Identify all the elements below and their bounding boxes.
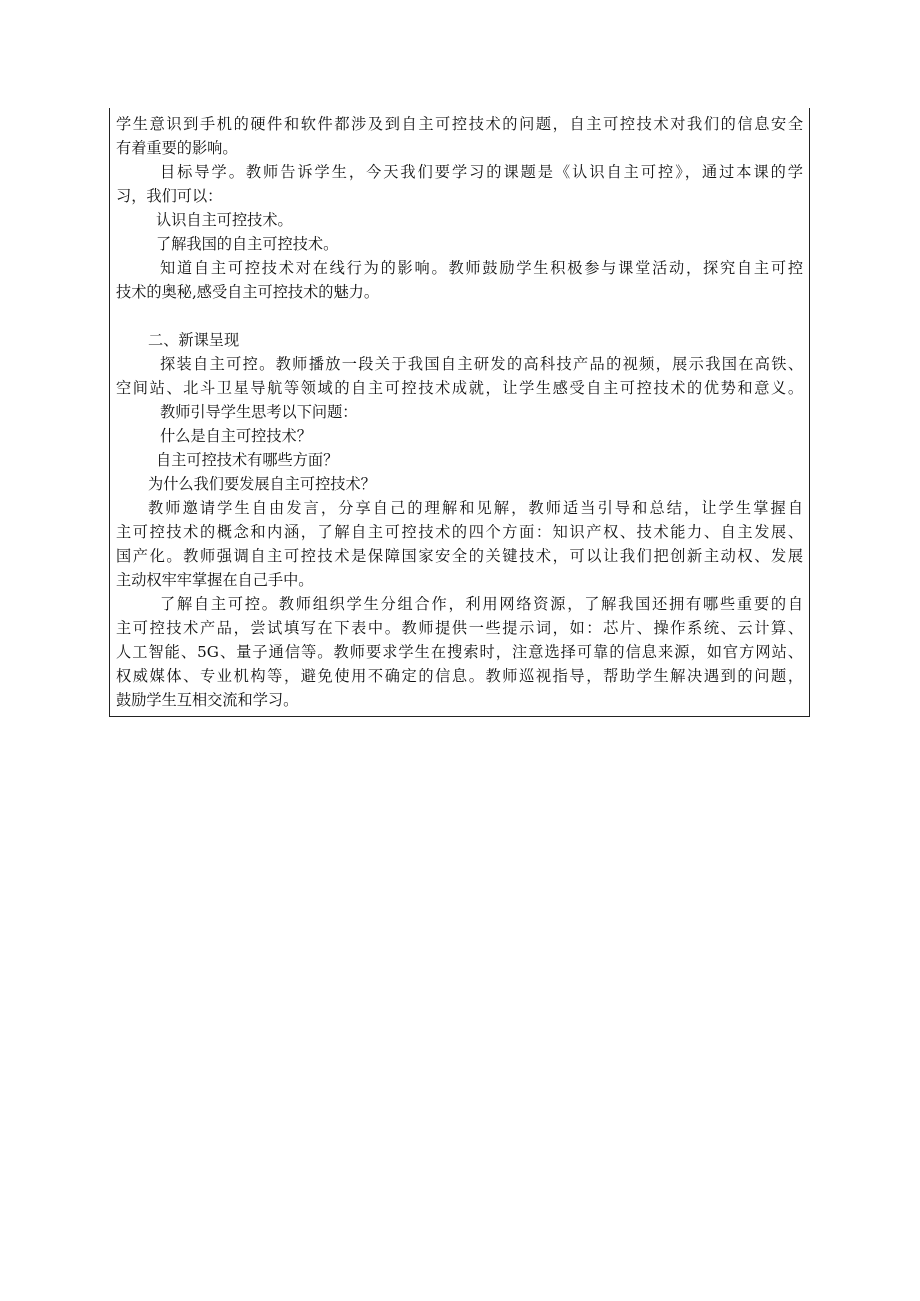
section-heading: 二、新课呈现 xyxy=(148,331,240,349)
text-line: 习，我们可以： xyxy=(116,187,223,205)
question-line: 什么是自主可控技术？ xyxy=(160,427,312,445)
text-line: 知道自主可控技术对在线行为的影响。教师鼓励学生积极参与课堂活动，探究自主可控 xyxy=(160,259,803,277)
question-line: 自主可控技术有哪些方面？ xyxy=(156,451,339,469)
text-line: 教师引导学生思考以下问题： xyxy=(160,403,358,421)
lesson-table-cell xyxy=(109,108,810,717)
text-line: 了解我国的自主可控技术。 xyxy=(156,235,339,253)
text-line: 主可控技术的概念和内涵，了解自主可控技术的四个方面：知识产权、技术能力、自主发展、 xyxy=(116,523,803,541)
text-line: 主动权牢牢掌握在自己手中。 xyxy=(116,571,314,589)
text-line: 了解自主可控。教师组织学生分组合作，利用网络资源，了解我国还拥有哪些重要的自 xyxy=(160,595,803,613)
text-line: 鼓励学生互相交流和学习。 xyxy=(116,691,299,709)
text-line: 空间站、北斗卫星导航等领域的自主可控技术成就，让学生感受自主可控技术的优势和意义。 xyxy=(116,379,803,397)
question-line: 为什么我们要发展自主可控技术？ xyxy=(148,475,376,493)
text-line: 学生意识到手机的硬件和软件都涉及到自主可控技术的问题，自主可控技术对我们的信息安全 xyxy=(116,115,803,133)
text-line: 权威媒体、专业机构等，避免使用不确定的信息。教师巡视指导，帮助学生解决遇到的问题， xyxy=(116,667,803,685)
text-line: 目标导学。教师告诉学生，今天我们要学习的课题是《认识自主可控》，通过本课的学 xyxy=(160,163,803,181)
text-line: 主可控技术产品，尝试填写在下表中。教师提供一些提示词，如：芯片、操作系统、云计算、 xyxy=(116,619,803,637)
text-line: 有着重要的影响。 xyxy=(116,139,238,157)
text-line: 探装自主可控。教师播放一段关于我国自主研发的高科技产品的视频，展示我国在高铁、 xyxy=(160,355,803,373)
text-line: 人工智能、5G、量子通信等。教师要求学生在搜索时，注意选择可靠的信息来源，如官方网站、 xyxy=(116,643,803,661)
text-line: 教师邀请学生自由发言，分享自己的理解和见解，教师适当引导和总结，让学生掌握自 xyxy=(148,499,803,517)
text-line: 国产化。教师强调自主可控技术是保障国家安全的关键技术，可以让我们把创新主动权、发展 xyxy=(116,547,803,565)
text-line: 技术的奥秘,感受自主可控技术的魅力。 xyxy=(116,283,380,301)
text-line: 认识自主可控技术。 xyxy=(156,211,293,229)
